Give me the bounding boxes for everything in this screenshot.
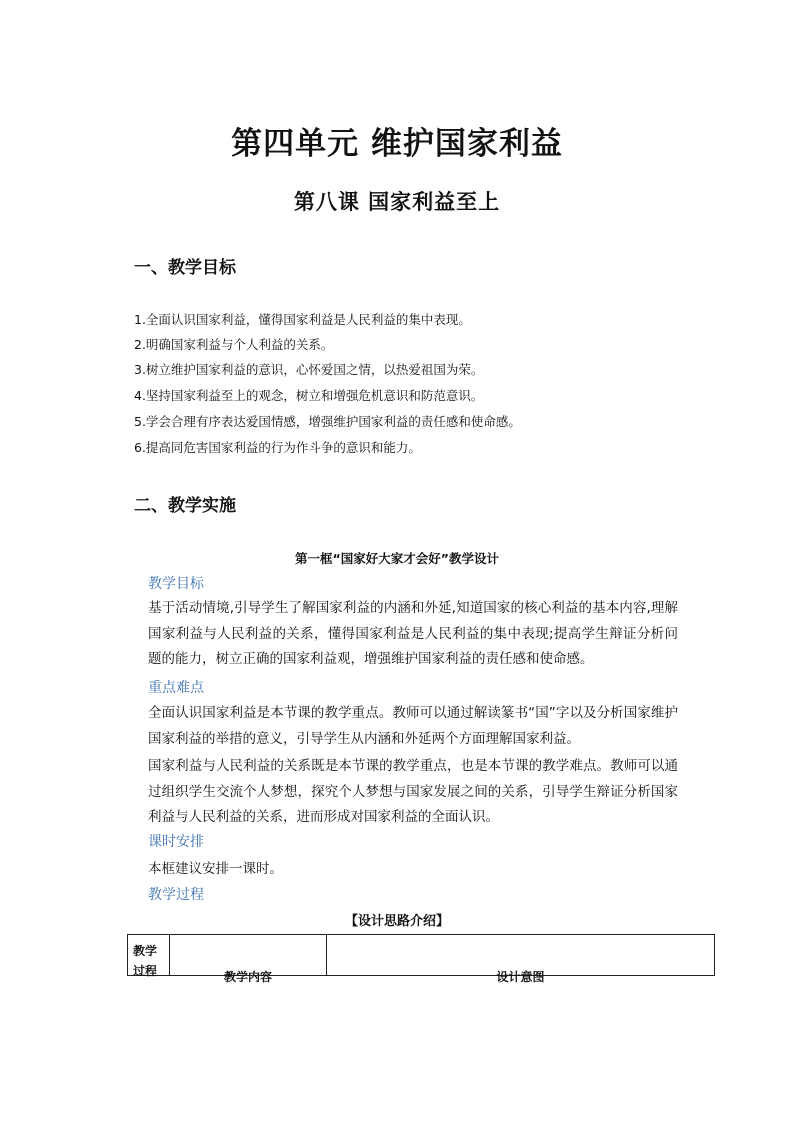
label-teaching-goal: 教学目标 — [148, 576, 204, 592]
design-heading: 【设计思路介绍】 — [344, 914, 449, 929]
page-title: 第四单元 维护国家利益 — [231, 126, 563, 162]
frame-title: 第一框“国家好大家才会好”教学设计 — [295, 551, 499, 566]
schedule-text: 本框建议安排一课时。 — [148, 861, 283, 877]
objective-item: 2.明确国家利益与个人利益的关系。 — [134, 337, 334, 352]
objective-item: 5.学会合理有序表达爱国情感，增强维护国家利益的责任感和使命感。 — [134, 414, 521, 429]
objective-item: 6.提高同危害国家利益的行为作斗争的意识和能力。 — [134, 440, 421, 455]
table-header-content — [170, 935, 327, 984]
objective-item: 1.全面认识国家利益，懂得国家利益是人民利益的集中表现。 — [134, 312, 471, 327]
design-table — [127, 934, 715, 984]
lesson-subtitle: 第八课 国家利益至上 — [293, 189, 501, 214]
table-header-process-text: 教学过程 — [133, 944, 158, 978]
table-header-intent-text: 设计意图 — [496, 970, 545, 984]
teaching-goal-body: 基于活动情境,引导学生了解国家利益的内涵和外延,知道国家的核心利益的基本内容,理解国家利益与人民利益的关系，懂得国家利益是人民利益的集中表现;提高学生辩证分析问题的能力，树立正确的国家利益观，增强维护国家利益的责任感和使命感。 — [148, 600, 678, 667]
key-points-text-2: 国家利益与人民利益的关系既是本节课的教学重点，也是本节课的教学难点。教师可以通过组织学生交流个人梦想，探究个人梦想与国家发展之间的关系，引导学生辩证分析国家利益与人民利益的关系，进而形成对国家利益的全面认识。 — [148, 758, 678, 825]
key-points-text-1: 全面认识国家利益是本节课的教学重点。教师可以通过解读篆书“国”字以及分析国家维护国家利益的举措的意义，引导学生从内涵和外延两个方面理解国家利益。 — [148, 705, 678, 747]
teaching-goal-text — [148, 596, 678, 673]
label-key-points: 重点难点 — [148, 680, 204, 696]
table-header-process — [128, 935, 170, 976]
objective-item: 4.坚持国家利益至上的观念，树立和增强危机意识和防范意识。 — [134, 388, 484, 403]
section-heading-objectives: 一、教学目标 — [134, 258, 236, 278]
objective-item: 3.树立维护国家利益的意识，心怀爱国之情，以热爱祖国为荣。 — [134, 362, 484, 377]
table-row — [128, 935, 715, 976]
label-schedule: 课时安排 — [148, 834, 204, 850]
label-process: 教学过程 — [148, 887, 204, 903]
table-header-content-text: 教学内容 — [223, 970, 272, 984]
section-heading-implementation: 二、教学实施 — [134, 496, 236, 516]
table-header-intent — [327, 935, 715, 984]
